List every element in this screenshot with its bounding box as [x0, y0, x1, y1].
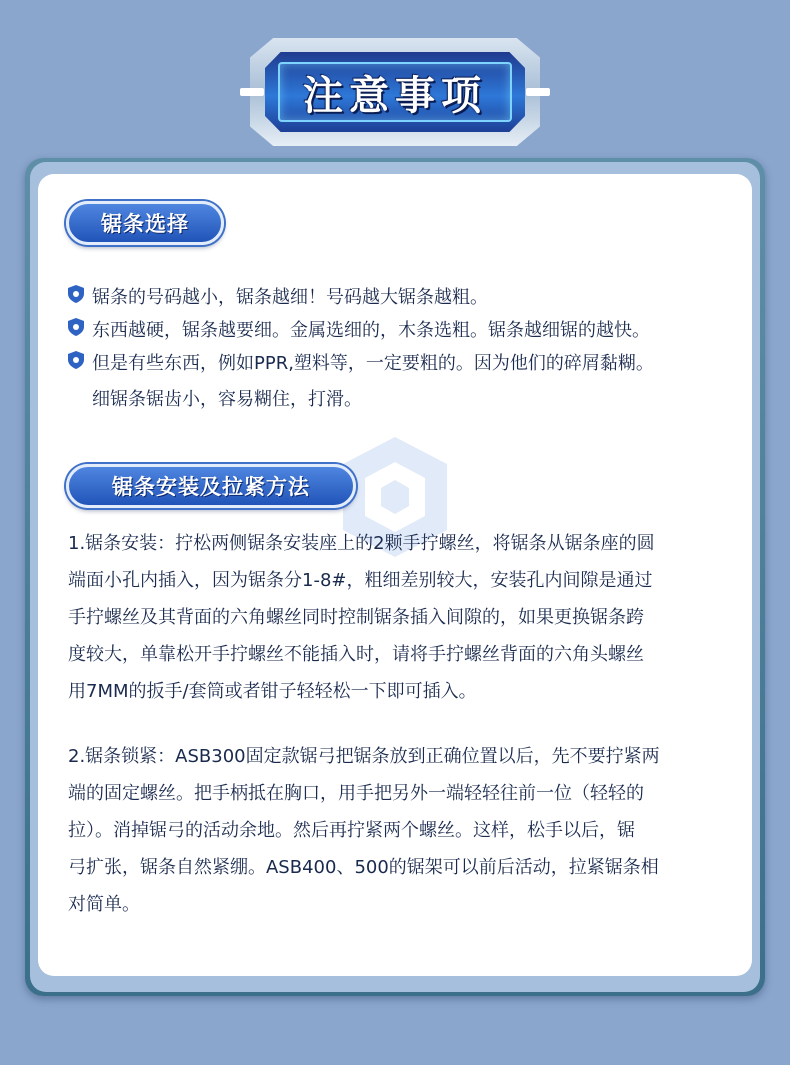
paragraph-line: 拉）。消掉锯弓的活动余地。然后再拧紧两个螺丝。这样，松手以后，锯: [68, 820, 635, 841]
bullet-item: [68, 346, 654, 418]
shield-icon: [68, 351, 84, 369]
paragraph-line: 手拧螺丝及其背面的六角螺丝同时控制锯条插入间隙的，如果更换锯条跨: [68, 607, 644, 628]
paragraph-locking: [68, 738, 736, 923]
shield-icon: [68, 285, 84, 303]
bullet-item: [68, 280, 488, 316]
paragraph-line: 端的固定螺丝。把手柄抵在胸口，用手把另外一端轻轻往前一位（轻轻的: [68, 783, 644, 804]
section-header-saw-blade-selection: [66, 201, 224, 245]
paragraph-line: 2.锯条锁紧：ASB300固定款锯弓把锯条放到正确位置以后，先不要拧紧两: [68, 746, 660, 767]
paragraph-line: 对简单。: [68, 894, 140, 915]
bullet-text: 细锯条锯齿小，容易糊住，打滑。: [92, 389, 362, 410]
page-title: 注意事项: [303, 72, 487, 119]
bullet-text: 锯条的号码越小，锯条越细！号码越大锯条越粗。: [92, 287, 488, 308]
title-banner-cap-right: [526, 88, 550, 96]
title-banner-cap-left: [240, 88, 264, 96]
shield-icon: [68, 318, 84, 336]
section-heading: 锯条选择: [101, 212, 189, 236]
bullet-text: 东西越硬，锯条越要细。金属选细的，木条选粗。锯条越细锯的越快。: [92, 320, 650, 341]
paragraph-line: 用7MM的扳手/套筒或者钳子轻轻松一下即可插入。: [68, 681, 477, 702]
paragraph-installation: [68, 525, 736, 710]
paragraph-line: 弓扩张，锯条自然紧绷。ASB400、500的锯架可以前后活动，拉紧锯条相: [68, 857, 659, 878]
section-heading: 锯条安装及拉紧方法: [112, 475, 310, 499]
section-header-installation-tensioning: [66, 464, 356, 508]
paragraph-line: 1.锯条安装：拧松两侧锯条安装座上的2颗手拧螺丝，将锯条从锯条座的圆: [68, 533, 655, 554]
paragraph-line: 端面小孔内插入，因为锯条分1-8#，粗细差别较大，安装孔内间隙是通过: [68, 570, 653, 591]
bullet-item: [68, 313, 650, 349]
paragraph-line: 度较大，单靠松开手拧螺丝不能插入时，请将手拧螺丝背面的六角头螺丝: [68, 644, 644, 665]
bullet-text: 但是有些东西，例如PPR,塑料等，一定要粗的。因为他们的碎屑黏糊。: [92, 353, 654, 374]
